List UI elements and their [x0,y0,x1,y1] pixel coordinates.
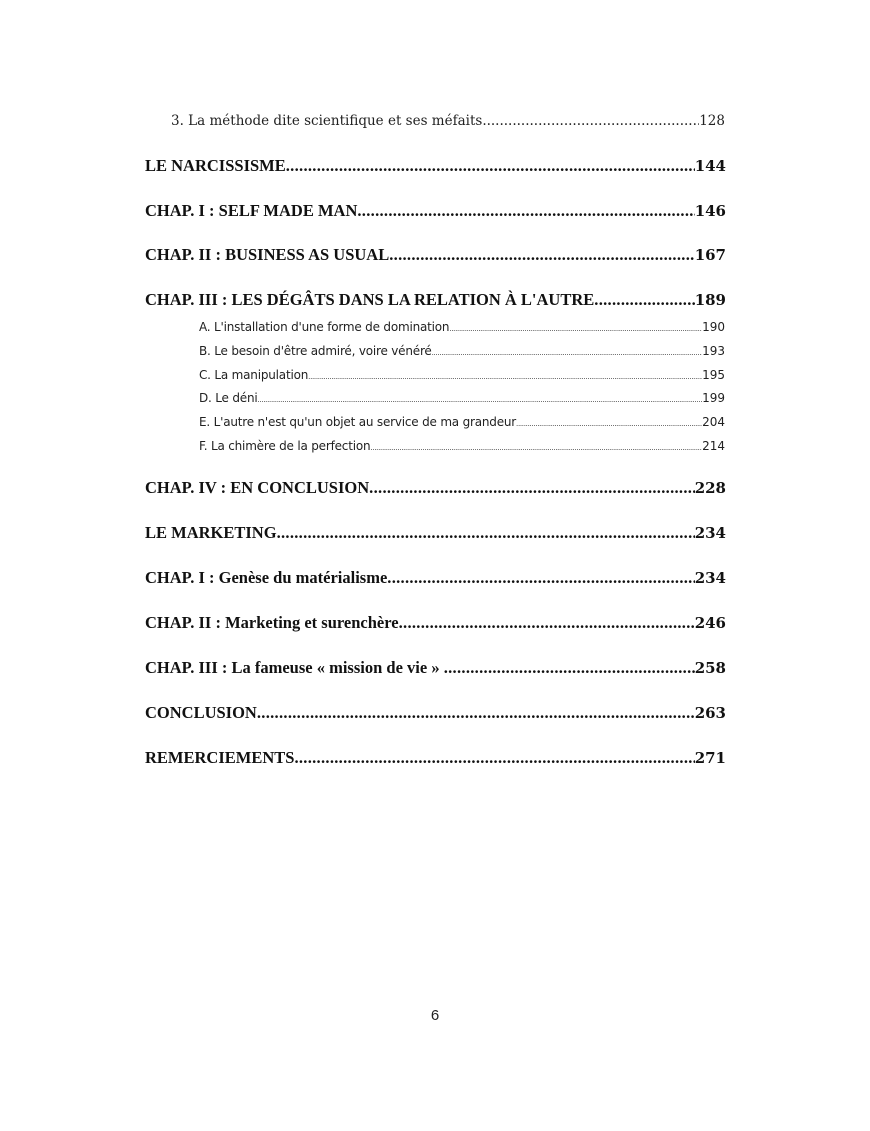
toc-entry-page: 258 [694,659,726,677]
dot-leader [389,245,694,265]
toc-entry-title: 3. La méthode dite scientifique et ses méfaits [171,113,483,129]
toc-entry-title: C. La manipulation [199,368,309,382]
toc-entry-title: CHAP. I : SELF MADE MAN [145,201,358,220]
toc-entry-page: 195 [702,368,725,382]
dot-leader [387,568,694,588]
dot-leader [444,658,695,678]
toc-entry-chap3-degats-relation[interactable] [145,290,726,310]
toc-entry-remerciements[interactable] [145,748,726,768]
toc-entry-d-deni[interactable] [199,391,725,405]
toc-entry-title: A. L'installation d'une forme de domination [199,320,450,334]
toc-entry-page: 246 [694,614,726,632]
toc-entry-page: 228 [694,479,726,497]
dot-leader [308,373,702,381]
toc-entry-c-manipulation[interactable] [199,368,725,382]
toc-entry-page: 271 [694,749,726,767]
toc-entry-chap1-genese-materialisme[interactable] [145,568,726,588]
toc-entry-title: F. La chimère de la perfection [199,439,371,453]
dot-leader [370,444,702,452]
toc-entry-chap2-marketing-surenchere[interactable] [145,613,726,633]
toc-entry-title: REMERCIEMENTS [145,748,295,767]
toc-entry-title: D. Le déni [199,391,258,405]
dot-leader [432,349,702,357]
toc-entry-f-chimere-perfection[interactable] [199,439,725,453]
toc-entry-page: 146 [694,202,726,220]
toc-entry-chap2-business-as-usual[interactable] [145,245,726,265]
toc-entry-page: 263 [694,704,726,722]
toc-entry-page: 128 [699,113,725,129]
toc-entry-a-domination[interactable] [199,320,725,334]
toc-entry-page: 190 [702,320,725,334]
dot-leader [449,325,702,333]
toc-entry-methode-scientifique[interactable] [171,113,725,129]
toc-entry-title: CHAP. IV : EN CONCLUSION [145,478,370,497]
toc-entry-page: 193 [702,344,725,358]
dot-leader [594,290,694,310]
toc-entry-page: 189 [694,291,726,309]
dot-leader [294,748,694,768]
toc-entry-title: LE MARKETING [145,523,277,542]
toc-entry-title: B. Le besoin d'être admiré, voire vénéré [199,344,432,358]
toc-entry-chap4-en-conclusion[interactable] [145,478,726,498]
dot-leader [286,156,695,176]
toc-entry-b-besoin-admire[interactable] [199,344,725,358]
dot-leader [257,396,702,404]
toc-entry-title: CHAP. II : BUSINESS AS USUAL [145,245,390,264]
toc-entry-page: 167 [694,246,726,264]
toc-entry-le-marketing[interactable] [145,523,726,543]
dot-leader [369,478,695,498]
dot-leader [357,201,694,221]
dot-leader [277,523,695,543]
dot-leader [516,420,702,428]
toc-entry-page: 199 [702,391,725,405]
dot-leader [399,613,695,633]
toc-entry-title: CHAP. III : La fameuse « mission de vie » [145,658,444,677]
toc-entry-title: LE NARCISSISME [145,156,286,175]
toc-entry-page: 214 [702,439,725,453]
toc-entry-conclusion[interactable] [145,703,726,723]
toc-entry-title: CHAP. III : LES DÉGÂTS DANS LA RELATION À L'AUTRE [145,290,595,309]
dot-leader [482,113,699,129]
dot-leader [257,703,695,723]
toc-entry-title: CONCLUSION [145,703,257,722]
toc-entry-chap1-self-made-man[interactable] [145,201,726,221]
toc-entry-page: 234 [694,569,726,587]
toc-entry-page: 234 [694,524,726,542]
toc-entry-title: CHAP. I : Genèse du matérialisme [145,568,388,587]
toc-entry-title: E. L'autre n'est qu'un objet au service de ma grandeur [199,415,517,429]
toc-entry-title: CHAP. II : Marketing et surenchère [145,613,399,632]
toc-entry-chap3-mission-de-vie[interactable] [145,658,726,678]
toc-entry-page: 204 [702,415,725,429]
toc-entry-page: 144 [694,157,726,175]
toc-entry-le-narcissisme[interactable] [145,156,726,176]
toc-entry-e-autre-objet[interactable] [199,415,725,429]
page-number: 6 [430,1007,440,1024]
